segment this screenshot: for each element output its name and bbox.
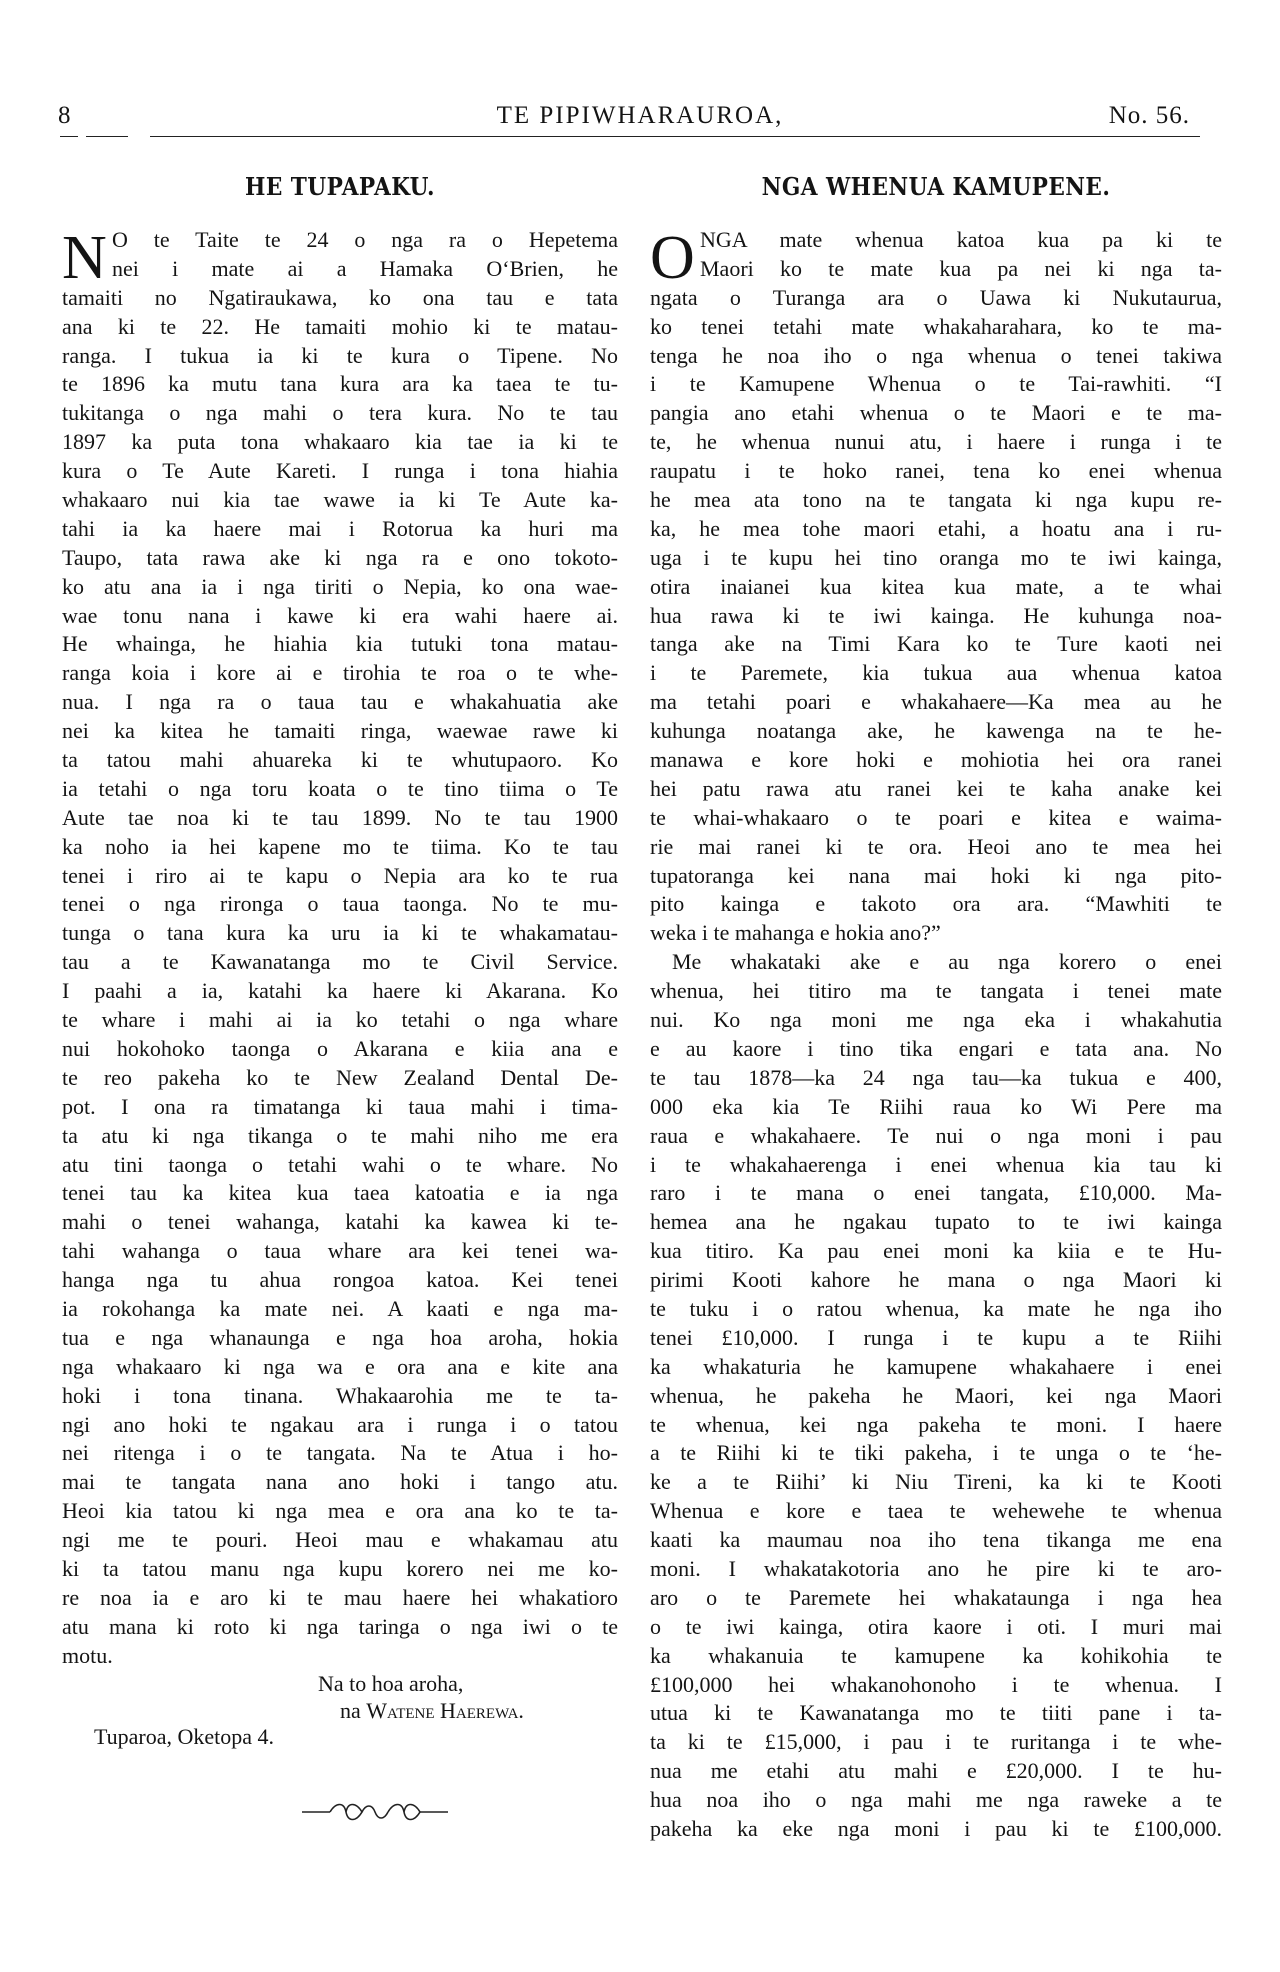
text-line: te, he whenua nunui atu, i haere i runga i te — [650, 429, 1222, 455]
text-line: Taupo, tata rawa ake ki nga ra e ono tokoto- — [62, 544, 618, 570]
article-heading-he-tupapaku: HE TUPAPAKU. — [245, 172, 435, 201]
text-line: He whainga, he hiahia kia tutuki tona matau- — [62, 631, 618, 657]
rule-gap — [128, 134, 150, 139]
text-line: ka whakaturia he kamupene whakahaere i enei — [650, 1353, 1222, 1379]
text-line: ana ki te 22. He tamaiti mohio ki te matau- — [62, 313, 618, 339]
signature-prefix: na — [340, 1698, 361, 1723]
page-number: 8 — [58, 102, 72, 129]
text-line: hanga nga tu ahua rongoa katoa. Kei tenei — [62, 1267, 618, 1293]
text-line: tukitanga o nga mahi o tera kura. No te tau — [62, 400, 618, 426]
text-line: nui hokohoko taonga o Akarana e kiia ana e — [62, 1035, 618, 1061]
text-line: ngata o Turanga ara o Uawa ki Nukutaurua, — [650, 284, 1222, 310]
text-line: o te iwi kainga, otira kaore i oti. I muri mai — [650, 1613, 1222, 1639]
text-line: tahi wahanga o taua whare ara kei tenei wa- — [62, 1238, 618, 1264]
text-line: rie mai ranei ki te ora. Heoi ano te mea hei — [650, 833, 1222, 859]
text-line: mahi o tenei wahanga, katahi ka kawea ki te- — [62, 1209, 618, 1235]
text-line: pito kainga e takoto ora ara. “Mawhiti te — [650, 891, 1222, 917]
text-line: Aute tae noa ki te tau 1899. No te tau 1900 — [62, 804, 618, 830]
text-line: he mea ata tono na te tangata ki nga kupu re- — [650, 487, 1222, 513]
left-article-body — [62, 226, 618, 1671]
signature — [340, 1698, 524, 1724]
text-line: raupatu i te hoko ranei, tena ko enei whenua — [650, 458, 1222, 484]
text-line: ngi me te pouri. Heoi mau e whakamau atu — [62, 1527, 618, 1553]
text-line: tenei o nga rironga o taua taonga. No te mu- — [62, 891, 618, 917]
text-line: pangia ano etahi whenua o te Maori e te ma- — [650, 400, 1222, 426]
text-line: tua e nga whanaunga e nga hoa aroha, hokia — [62, 1324, 618, 1350]
text-line: ia tetahi o nga toru koata o te tino tiima o Te — [62, 775, 618, 801]
text-line: raua e whakahaere. Te nui o nga moni i pau — [650, 1122, 1222, 1148]
text-line: nua. I nga ra o taua tau e whakahuatia ake — [62, 689, 618, 715]
text-line: re noa ia e aro ki te mau haere hei whakatioro — [62, 1584, 618, 1610]
text-line: whenua, hei titiro ma te tangata i tenei mate — [650, 978, 1222, 1004]
text-line: ranga. I tukua ia ki te kura o Tipene. No — [62, 342, 618, 368]
text-line: 000 eka kia Te Riihi raua ko Wi Pere ma — [650, 1093, 1222, 1119]
text-line: i te Kamupene Whenua o te Tai-rawhiti. “I — [650, 371, 1222, 397]
text-line: tunga o tana kura ka uru ia ki te whakamatau- — [62, 920, 618, 946]
text-line: atu mana ki roto ki nga taringa o nga iwi o te — [62, 1613, 618, 1639]
text-line: otira inaianei kua kitea kua mate, a te whai — [650, 573, 1222, 599]
text-line: ko tenei tetahi mate whakaharahara, ko te ma- — [650, 313, 1222, 339]
text-line: ki ta tatou manu nga kupu korero nei me ko- — [62, 1555, 618, 1581]
text-line: kuhunga noatanga ake, he kawenga na te he- — [650, 718, 1222, 744]
text-line: ngi ano hoki te ngakau ara i runga i o tatou — [62, 1411, 618, 1437]
text-line: nei i mate ai a Hamaka O‘Brien, he — [112, 255, 618, 281]
right-article-body — [650, 226, 1222, 1844]
text-line: hei patu rawa atu ranei kei te kaha anake kei — [650, 775, 1222, 801]
text-line: atu tini taonga o tetahi wahi o te whare. No — [62, 1151, 618, 1177]
text-line: Whenua e kore e taea te wehewehe te whenua — [650, 1498, 1222, 1524]
text-line: te 1896 ka mutu tana kura ara ka taea te tu- — [62, 371, 618, 397]
text-line: nei ka kitea he tamaiti ringa, waewae rawe ki — [62, 718, 618, 744]
text-line: ranga koia i kore ai e tirohia te roa o te whe- — [62, 660, 618, 686]
newspaper-title: TE PIPIWHARAUROA, — [496, 102, 784, 129]
text-line: nei ritenga i o te tangata. Na te Atua i ho- — [62, 1440, 618, 1466]
text-line: manawa e kore hoki e mohiotia hei ora ranei — [650, 747, 1222, 773]
text-line: tanga ake na Timi Kara ko te Ture kaoti nei — [650, 631, 1222, 657]
text-line: O te Taite te 24 o nga ra o Hepetema — [112, 227, 618, 252]
text-line: hua noa iho o nga mahi me nga raweke a te — [650, 1787, 1222, 1813]
text-line: pot. I ona ra timatanga ki taua mahi i tima- — [62, 1093, 618, 1119]
text-line: whakaaro nui kia tae wawe ia ki Te Aute ka- — [62, 487, 618, 513]
text-line: tenei £10,000. I runga i te kupu a te Riihi — [650, 1324, 1222, 1350]
text-line: te tau 1878—ka 24 nga tau—ka tukua e 400, — [650, 1064, 1222, 1090]
signature-name: Watene Haerewa. — [366, 1698, 524, 1723]
text-line: uga i te kupu hei tino oranga mo te iwi kainga, — [650, 544, 1222, 570]
text-line: ka whakanuia te kamupene ka kohikohia te — [650, 1642, 1222, 1668]
text-line: utua ki te Kawanatanga mo te tiiti pane i ta- — [650, 1700, 1222, 1726]
rule-gap — [78, 134, 86, 139]
text-line: tenei tau ka kitea kua taea katoatia e ia nga — [62, 1180, 618, 1206]
text-line: motu. — [62, 1642, 113, 1668]
text-line: £100,000 hei whakanohonoho i te whenua. I — [650, 1671, 1222, 1697]
text-line: i te Paremete, kia tukua aua whenua katoa — [650, 660, 1222, 686]
signoff: Na to hoa aroha, — [318, 1671, 464, 1696]
text-line: raro i te mana o enei tangata, £10,000. Ma- — [650, 1180, 1222, 1206]
text-line: Me whakataki ake e au nga korero o enei — [672, 949, 1222, 975]
text-line: ma tetahi poari e whakahaere—Ka mea au he — [650, 689, 1222, 715]
text-line: kura o Te Aute Kareti. I runga i tona hiahia — [62, 458, 618, 484]
text-line: hoki i tona tinana. Whakaarohia me te ta- — [62, 1382, 618, 1408]
text-line: pakeha ka eke nga moni i pau ki te £100,000. — [650, 1815, 1222, 1841]
text-line: wae tonu nana i kawe ki era wahi haere ai. — [62, 602, 618, 628]
text-line: mai te tangata nana ano hoki i tango atu. — [62, 1469, 618, 1495]
text-line: te tuku i o ratou whenua, ka mate he nga iho — [650, 1295, 1222, 1321]
dateline: Tuparoa, Oketopa 4. — [94, 1724, 275, 1749]
header-rule — [60, 136, 1200, 137]
text-line: 1897 ka puta tona whakaaro kia tae ia ki te — [62, 429, 618, 455]
text-line: tahi ia ka haere mai i Rotorua ka huri ma — [62, 515, 618, 541]
text-line: kaati ka maumau noa iho tena tikanga me ena — [650, 1527, 1222, 1553]
text-line: tenei i riro ai te kapu o Nepia ara ko te rua — [62, 862, 618, 888]
text-line: Maori ko te mate kua pa nei ki nga ta- — [700, 255, 1222, 281]
text-line: ka, he mea tohe maori etahi, a hoatu ana i ru- — [650, 515, 1222, 541]
text-line: nui. Ko nga moni me nga eka i whakahutia — [650, 1007, 1222, 1033]
drop-cap: O — [650, 224, 695, 292]
text-line: ta atu ki nga tikanga o te mahi niho me era — [62, 1122, 618, 1148]
text-line: te whare i mahi ai ia ko tetahi o nga whare — [62, 1007, 618, 1033]
text-line: tupatoranga kei nana mai hoki ki nga pito- — [650, 862, 1222, 888]
issue-number: No. 56. — [1108, 102, 1190, 129]
text-line: nga whakaaro ki nga wa e ora ana e kite ana — [62, 1353, 618, 1379]
text-line: aro o te Paremete hei whakataunga i nga hea — [650, 1584, 1222, 1610]
text-line: te whai-whakaaro o te poari e kitea e waima- — [650, 804, 1222, 830]
text-line: i te whakahaerenga i enei whenua kia tau ki — [650, 1151, 1222, 1177]
text-line: tenga he noa iho o nga whenua o tenei takiwa — [650, 342, 1222, 368]
text-line: a te Riihi ki te tiki pakeha, i te unga o te ‘he- — [650, 1440, 1222, 1466]
text-line: te reo pakeha ko te New Zealand Dental De- — [62, 1064, 618, 1090]
text-line: weka i te mahanga e hokia ano?” — [650, 920, 941, 946]
drop-cap: N — [62, 224, 107, 292]
text-line: ko atu ana ia i nga tiriti o Nepia, ko ona wae- — [62, 573, 618, 599]
text-line: te whenua, kei nga pakeha te moni. I haere — [650, 1411, 1222, 1437]
text-line: I paahi a ia, katahi ka haere ki Akarana. Ko — [62, 978, 618, 1004]
text-line: kua titiro. Ka pau enei moni ka kiia e te Hu- — [650, 1238, 1222, 1264]
text-line: ka noho ia hei kapene mo te tiima. Ko te tau — [62, 833, 618, 859]
text-line: tamaiti no Ngatiraukawa, ko ona tau e tata — [62, 284, 618, 310]
text-line: ia rokohanga ka mate nei. A kaati e nga ma- — [62, 1295, 618, 1321]
text-line: NGA mate whenua katoa kua pa ki te — [700, 227, 1222, 252]
article-heading-nga-whenua-kamupene: NGA WHENUA KAMUPENE. — [761, 172, 1111, 201]
text-line: tau a te Kawanatanga mo te Civil Service. — [62, 949, 618, 975]
text-line: ta tatou mahi ahuareka ki te whutupaoro. Ko — [62, 747, 618, 773]
text-line: e au kaore i tino tika engari e tata ana. No — [650, 1035, 1222, 1061]
text-line: ke a te Riihi’ ki Niu Tireni, ka ki te Kooti — [650, 1469, 1222, 1495]
text-line: pirimi Kooti kahore he mana o nga Maori ki — [650, 1267, 1222, 1293]
decorative-rule-icon — [300, 1800, 450, 1829]
text-line: hemea ana he ngakau tupato to te iwi kainga — [650, 1209, 1222, 1235]
text-line: moni. I whakatakotoria ano he pire ki te aro- — [650, 1555, 1222, 1581]
text-line: ta ki te £15,000, i pau i te ruritanga i te whe- — [650, 1729, 1222, 1755]
text-line: hua rawa ki te iwi kainga. He kuhunga noa- — [650, 602, 1222, 628]
text-line: nua me etahi atu mahi e £20,000. I te hu- — [650, 1758, 1222, 1784]
text-line: whenua, he pakeha he Maori, kei nga Maori — [650, 1382, 1222, 1408]
text-line: Heoi kia tatou ki nga mea e ora ana ko te ta- — [62, 1498, 618, 1524]
